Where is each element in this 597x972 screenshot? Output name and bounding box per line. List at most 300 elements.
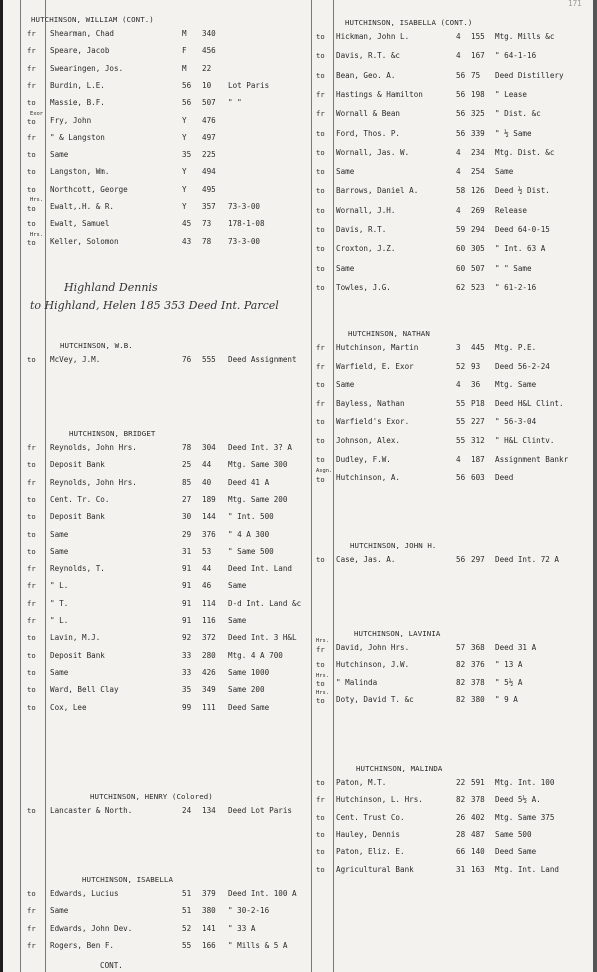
row-party-name: Paton, M.T. [336, 778, 387, 787]
row-instrument-note: Deed Int. 100 A [228, 889, 297, 898]
row-book-number: 55 [456, 417, 466, 427]
section-heading-william: HUTCHINSON, WILLIAM (CONT.) [31, 15, 154, 24]
row-party-name: Hauley, Dennis [336, 829, 401, 839]
row-direction: fr [27, 29, 36, 38]
row-direction: to [27, 529, 36, 539]
right-page-edge [593, 0, 597, 972]
row-instrument-note: D-d Int. Land &c [228, 598, 302, 608]
row-book-number: 59 [456, 225, 466, 234]
row-page-number: 78 [202, 236, 212, 246]
row-instrument-note: " 33 A [228, 923, 256, 933]
row-page-number: 380 [202, 906, 216, 916]
row-page-number: 225 [202, 150, 216, 160]
row-direction: fr [316, 398, 325, 408]
row-direction: to [27, 806, 36, 815]
row-instrument-note: " 9 A [495, 694, 518, 704]
row-party-name: Same [50, 906, 69, 916]
row-party-name: Paton, Eliz. E. [336, 847, 405, 857]
row-instrument-note: " 30-2-16 [228, 906, 270, 916]
row-party-name: Langston, Wm. [50, 167, 110, 177]
row-instrument-note: Same 200 [228, 685, 265, 695]
row-instrument-note: Deed Assignment [228, 355, 297, 364]
row-direction: to [27, 238, 36, 248]
left-page-edge [0, 0, 3, 972]
row-book-number: 56 [456, 109, 466, 119]
row-book-number: 55 [456, 436, 466, 445]
section-heading-henry: HUTCHINSON, HENRY (Colored) [90, 792, 213, 801]
row-page-number: P18 [471, 398, 485, 408]
row-party-name: Deposit Bank [50, 650, 105, 660]
row-direction: fr [27, 940, 36, 950]
row-book-number: 4 [456, 454, 461, 464]
row-party-name: Ford, Thos. P. [336, 128, 401, 138]
row-instrument-note: " " Same [495, 263, 532, 273]
row-party-name: Ewalt, Samuel [50, 219, 110, 229]
row-instrument-note: Mtg. Same 200 [228, 494, 288, 504]
row-page-number: 198 [471, 89, 485, 99]
row-direction: to [316, 51, 325, 61]
row-page-number: 40 [202, 477, 212, 487]
row-page-number: 325 [471, 109, 485, 119]
row-direction: fr [27, 923, 36, 933]
row-page-number: 340 [202, 29, 216, 38]
row-party-name: Hutchinson, Martin [336, 343, 419, 352]
row-party-name: " & Langston [50, 132, 105, 142]
row-direction: to [316, 812, 325, 822]
row-direction: to [27, 889, 36, 898]
row-instrument-note: " 5½ A [495, 677, 523, 687]
row-direction: fr [27, 616, 36, 625]
row-book-number: 30 [182, 512, 192, 522]
row-instrument-note: " Dist. &c [495, 109, 541, 119]
row-instrument-note: Same 500 [495, 829, 532, 839]
row-party-name: McVey, J.M. [50, 355, 101, 364]
row-prefix-note: Hrs. [30, 231, 43, 238]
row-page-number: 144 [202, 512, 216, 522]
row-book-number: 56 [456, 89, 466, 99]
row-party-name: Wornall & Bean [336, 109, 401, 119]
row-instrument-note: Assignment Bankr [495, 454, 569, 464]
row-page-number: 379 [202, 889, 216, 898]
row-book-number: 35 [182, 685, 192, 695]
row-direction: to [316, 454, 325, 464]
row-instrument-note: Deed 41 A [228, 477, 270, 487]
row-party-name: Edwards, Lucius [50, 889, 119, 898]
row-prefix-note: Hrs. [316, 672, 329, 679]
row-party-name: Ewalt,.H. & R. [50, 202, 115, 211]
row-direction: to [316, 244, 325, 254]
row-book-number: M [182, 29, 187, 38]
row-book-number: M [182, 63, 187, 73]
row-party-name: Cent. Trust Co. [336, 812, 405, 822]
row-party-name: Hutchinson, J.W. [336, 660, 410, 670]
row-direction: to [316, 380, 325, 390]
row-book-number: 58 [456, 186, 466, 196]
row-direction: to [27, 355, 36, 364]
right-direction-rule [333, 0, 334, 972]
row-book-number: 91 [182, 598, 192, 608]
row-page-number: 297 [471, 555, 485, 564]
row-direction: to [316, 225, 325, 234]
row-book-number: 66 [456, 847, 466, 857]
row-party-name: Case, Jas. A. [336, 555, 396, 564]
row-page-number: 402 [471, 812, 485, 822]
row-party-name: Keller, Solomon [50, 236, 119, 246]
row-direction: to [316, 474, 325, 484]
row-book-number: 91 [182, 581, 192, 591]
row-page-number: 380 [471, 694, 485, 704]
row-direction: to [27, 460, 36, 470]
row-book-number: 56 [456, 473, 466, 483]
row-page-number: 456 [202, 46, 216, 56]
row-page-number: 234 [471, 147, 485, 157]
row-book-number: 4 [456, 205, 461, 215]
row-direction: fr [316, 343, 325, 352]
row-party-name: Ward, Bell Clay [50, 685, 119, 695]
row-page-number: 507 [202, 98, 216, 108]
row-page-number: 166 [202, 940, 216, 950]
handwritten-entry-line-1: Highland Dennis [64, 281, 158, 294]
row-party-name: Same [50, 529, 69, 539]
row-book-number: 52 [182, 923, 192, 933]
row-book-number: 91 [182, 616, 192, 625]
row-page-number: 497 [202, 132, 216, 142]
row-page-number: 312 [471, 436, 485, 445]
row-book-number: 3 [456, 343, 461, 352]
row-page-number: 349 [202, 685, 216, 695]
row-direction: to [316, 679, 325, 689]
row-party-name: Lavin, M.J. [50, 633, 101, 643]
row-instrument-note: " Lease [495, 89, 528, 99]
row-party-name: Wornall, J.H. [336, 205, 396, 215]
row-party-name: Speare, Jacob [50, 46, 110, 56]
row-direction: to [316, 417, 325, 427]
row-book-number: Y [182, 132, 187, 142]
row-instrument-note: Same [228, 581, 247, 591]
row-direction: to [316, 864, 325, 874]
row-party-name: Hickman, John L. [336, 32, 410, 41]
row-page-number: 368 [471, 643, 485, 652]
row-instrument-note: Release [495, 205, 528, 215]
row-instrument-note: " 64-1-16 [495, 51, 537, 61]
row-instrument-note: " H&L Clintv. [495, 436, 555, 445]
row-prefix-note: Hrs. [316, 638, 329, 644]
row-page-number: 603 [471, 473, 485, 483]
row-page-number: 280 [202, 650, 216, 660]
row-party-name: Cox, Lee [50, 702, 87, 712]
row-page-number: 376 [202, 529, 216, 539]
row-instrument-note: Deed 64-0-15 [495, 225, 550, 234]
row-instrument-note: Deed 31 A [495, 643, 537, 652]
continued-marker: CONT. [100, 961, 123, 970]
row-instrument-note: Deed Distillery [495, 70, 564, 80]
row-instrument-note: " Int. 500 [228, 512, 274, 522]
row-instrument-note: Deed 56-2-24 [495, 361, 550, 371]
row-page-number: 254 [471, 167, 485, 177]
row-party-name: Same [50, 546, 69, 556]
row-direction: to [27, 685, 36, 695]
row-instrument-note: Deed Int. Land [228, 564, 293, 574]
row-page-number: 445 [471, 343, 485, 352]
row-book-number: 92 [182, 633, 192, 643]
row-party-name: Reynolds, John Hrs. [50, 443, 137, 452]
row-party-name: Barrows, Daniel A. [336, 186, 419, 196]
row-book-number: Y [182, 167, 187, 177]
row-instrument-note: Mtg. 4 A 700 [228, 650, 283, 660]
row-page-number: 36 [471, 380, 481, 390]
row-party-name: Agricultural Bank [336, 864, 414, 874]
row-book-number: 56 [182, 80, 192, 90]
row-direction: to [316, 555, 325, 564]
row-book-number: 60 [456, 263, 466, 273]
row-party-name: " Malinda [336, 677, 378, 687]
row-direction: to [316, 282, 325, 292]
section-heading-wb: HUTCHINSON, W.B. [60, 341, 133, 350]
row-page-number: 93 [471, 361, 481, 371]
row-book-number: 76 [182, 355, 192, 364]
row-book-number: 55 [456, 398, 466, 408]
row-book-number: 56 [456, 128, 466, 138]
row-book-number: 4 [456, 380, 461, 390]
row-direction: fr [27, 598, 36, 608]
row-direction: to [27, 546, 36, 556]
row-page-number: 73 [202, 219, 212, 229]
row-direction: to [27, 117, 36, 126]
row-book-number: 24 [182, 806, 192, 815]
row-instrument-note: " Int. 63 A [495, 244, 546, 254]
row-book-number: 4 [456, 167, 461, 177]
row-instrument-note: Same 1000 [228, 667, 270, 677]
row-instrument-note: Same [228, 616, 247, 625]
row-instrument-note: Deed Int. 3 H&L [228, 633, 297, 643]
row-party-name: Rogers, Ben F. [50, 940, 115, 950]
row-direction: to [316, 147, 325, 157]
row-page-number: 187 [471, 454, 485, 464]
row-party-name: David, John Hrs. [336, 643, 410, 652]
row-direction: to [316, 167, 325, 177]
row-page-number: 167 [471, 51, 485, 61]
row-page-number: 269 [471, 205, 485, 215]
row-book-number: 78 [182, 443, 192, 452]
row-prefix-note: Hrs. [316, 689, 329, 696]
row-direction: fr [316, 361, 325, 371]
row-party-name: Burdin, L.E. [50, 80, 105, 90]
row-direction: to [316, 186, 325, 196]
row-book-number: 60 [456, 244, 466, 254]
row-instrument-note: Deed Int. 3? A [228, 443, 293, 452]
center-rule [311, 0, 312, 972]
row-prefix-note: Exor [30, 110, 43, 117]
row-party-name: " L. [50, 581, 69, 591]
row-party-name: Hutchinson, A. [336, 473, 401, 483]
row-instrument-note: 73-3-00 [228, 202, 261, 211]
row-instrument-note: Deed Same [228, 702, 270, 712]
row-party-name: Fry, John [50, 115, 92, 125]
row-instrument-note: " 4 A 300 [228, 529, 270, 539]
row-book-number: 82 [456, 660, 466, 670]
handwritten-entry-line-2: to Highland, Helen 185 353 Deed Int. Parcel [30, 299, 279, 312]
row-book-number: 4 [456, 32, 461, 41]
row-direction: to [316, 660, 325, 670]
row-book-number: 29 [182, 529, 192, 539]
row-party-name: Bean, Geo. A. [336, 70, 396, 80]
row-instrument-note: Deed ½ Dist. [495, 186, 550, 196]
row-instrument-note: " 56-3-04 [495, 417, 537, 427]
row-party-name: Edwards, John Dev. [50, 923, 133, 933]
row-instrument-note: Mtg. Int. Land [495, 864, 560, 874]
row-party-name: Hastings & Hamilton [336, 89, 423, 99]
row-book-number: 57 [456, 643, 466, 652]
row-party-name: Davis, R.T. &c [336, 51, 401, 61]
row-direction: to [27, 219, 36, 229]
row-party-name: Warfield's Exor. [336, 417, 410, 427]
row-page-number: 372 [202, 633, 216, 643]
row-direction: fr [316, 109, 325, 119]
row-book-number: 4 [456, 51, 461, 61]
row-page-number: 523 [471, 282, 485, 292]
row-page-number: 134 [202, 806, 216, 815]
row-party-name: Shearman, Chad [50, 29, 115, 38]
row-book-number: 45 [182, 219, 192, 229]
row-page-number: 495 [202, 184, 216, 194]
row-direction: fr [27, 443, 36, 452]
row-page-number: 111 [202, 702, 216, 712]
row-party-name: Lancaster & North. [50, 806, 133, 815]
row-direction: to [27, 98, 36, 108]
row-page-number: 507 [471, 263, 485, 273]
row-page-number: 227 [471, 417, 485, 427]
row-book-number: 85 [182, 477, 192, 487]
section-heading-lavinia: HUTCHINSON, LAVINIA [354, 629, 441, 638]
row-prefix-note: Asgn. [316, 468, 333, 475]
row-instrument-note: Mtg. Dist. &c [495, 147, 555, 157]
row-party-name: Dudley, F.W. [336, 454, 391, 464]
row-page-number: 591 [471, 778, 485, 787]
row-direction: to [316, 70, 325, 80]
row-direction: to [316, 436, 325, 445]
row-instrument-note: Mtg. Int. 100 [495, 778, 555, 787]
row-direction: to [27, 203, 36, 213]
row-instrument-note: " 61-2-16 [495, 282, 537, 292]
page-corner-number: 171 [568, 0, 582, 8]
row-instrument-note: Mtg. Same [495, 380, 537, 390]
row-direction: fr [27, 63, 36, 73]
row-direction: to [316, 263, 325, 273]
row-page-number: 75 [471, 70, 481, 80]
row-page-number: 116 [202, 616, 216, 625]
row-direction: fr [27, 46, 36, 56]
row-book-number: 35 [182, 150, 192, 160]
row-page-number: 357 [202, 202, 216, 211]
row-party-name: Towles, J.G. [336, 282, 391, 292]
row-party-name: Same [336, 380, 355, 390]
row-party-name: " T. [50, 598, 69, 608]
row-instrument-note: " ½ Same [495, 128, 532, 138]
row-page-number: 141 [202, 923, 216, 933]
row-book-number: 33 [182, 650, 192, 660]
section-heading-isabella_cont: HUTCHINSON, ISABELLA (CONT.) [345, 18, 473, 27]
row-party-name: Reynolds, T. [50, 564, 105, 574]
row-page-number: 294 [471, 225, 485, 234]
row-direction: to [316, 32, 325, 41]
row-page-number: 378 [471, 677, 485, 687]
row-party-name: Wornall, Jas. W. [336, 147, 410, 157]
row-page-number: 114 [202, 598, 216, 608]
row-direction: fr [27, 906, 36, 916]
row-book-number: 55 [182, 940, 192, 950]
row-direction: fr [27, 477, 36, 487]
row-book-number: 56 [456, 555, 466, 564]
row-party-name: Bayless, Nathan [336, 398, 405, 408]
row-page-number: 476 [202, 115, 216, 125]
row-book-number: 82 [456, 677, 466, 687]
section-heading-john_h: HUTCHINSON, JOHN H. [350, 541, 437, 550]
row-instrument-note: 178-1-08 [228, 219, 265, 229]
row-instrument-note: Same [495, 167, 514, 177]
row-page-number: 53 [202, 546, 212, 556]
row-instrument-note: 73-3-00 [228, 236, 261, 246]
row-direction: fr [27, 564, 36, 574]
row-page-number: 44 [202, 460, 212, 470]
row-book-number: 4 [456, 147, 461, 157]
row-page-number: 10 [202, 80, 212, 90]
row-book-number: 62 [456, 282, 466, 292]
row-book-number: 99 [182, 702, 192, 712]
row-direction: to [27, 512, 36, 522]
section-heading-isabella: HUTCHINSON, ISABELLA [82, 875, 173, 884]
row-direction: fr [27, 581, 36, 591]
section-heading-nathan: HUTCHINSON, NATHAN [348, 329, 430, 338]
row-book-number: Y [182, 184, 187, 194]
row-party-name: Deposit Bank [50, 460, 105, 470]
row-party-name: Same [336, 263, 355, 273]
row-party-name: Northcott, George [50, 184, 128, 194]
section-heading-bridget: HUTCHINSON, BRIDGET [69, 429, 156, 438]
row-direction: to [316, 778, 325, 787]
row-page-number: 126 [471, 186, 485, 196]
row-page-number: 46 [202, 581, 212, 591]
row-page-number: 339 [471, 128, 485, 138]
row-direction: to [316, 128, 325, 138]
row-direction: to [27, 667, 36, 677]
row-page-number: 140 [471, 847, 485, 857]
row-instrument-note: " Mills & 5 A [228, 940, 288, 950]
row-instrument-note: Mtg. Mills &c [495, 32, 555, 41]
row-direction: to [27, 633, 36, 643]
row-party-name: Cent. Tr. Co. [50, 494, 110, 504]
row-direction: to [27, 650, 36, 660]
row-instrument-note: Deed Int. 72 A [495, 555, 560, 564]
row-book-number: 33 [182, 667, 192, 677]
section-heading-malinda: HUTCHINSON, MALINDA [356, 764, 443, 773]
row-direction: to [316, 829, 325, 839]
row-party-name: Same [50, 667, 69, 677]
row-book-number: 27 [182, 494, 192, 504]
row-direction: fr [316, 644, 325, 654]
row-book-number: F [182, 46, 187, 56]
row-instrument-note: Deed Lot Paris [228, 806, 293, 815]
row-book-number: 43 [182, 236, 192, 246]
row-instrument-note: " " [228, 98, 242, 108]
row-direction: to [27, 150, 36, 160]
row-page-number: 555 [202, 355, 216, 364]
row-instrument-note: Lot Paris [228, 80, 270, 90]
row-page-number: 189 [202, 494, 216, 504]
row-instrument-note: Deed Same [495, 847, 537, 857]
row-party-name: Hutchinson, L. Hrs. [336, 795, 423, 805]
row-direction: to [27, 184, 36, 194]
row-book-number: 82 [456, 795, 466, 805]
